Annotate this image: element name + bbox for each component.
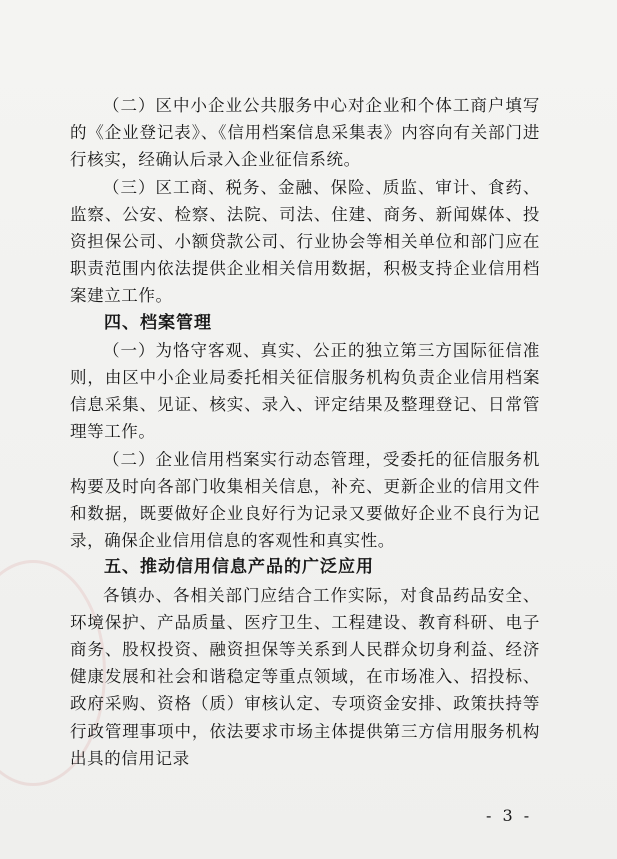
paragraph-4-2: （二）企业信用档案实行动态管理，受委托的征信服务机构要及时向各部门收集相关信息，补充、更新企业的信用文件和数据，既要做好企业良好行为记录又要做好企业不良行为记录，确保企业信用信息的客观性和真实性。 (70, 449, 540, 551)
page-number: - 3 - (486, 806, 533, 825)
paragraph-2-2: （二）区中小企业公共服务中心对企业和个体工商户填写的《企业登记表》、《信用档案信息采集表》内容向有关部门进行核实，经确认后录入企业征信系统。 (70, 96, 540, 170)
document-body (70, 92, 540, 772)
paragraph-4-1: （一）为恪守客观、真实、公正的独立第三方国际征信准则，由区中小企业局委托相关征信服务机构负责企业信用档案信息采集、见证、核实、录入、评定结果及整理登记、日常管理等工作。 (70, 340, 540, 442)
section-heading-4: 四、档案管理 (104, 312, 212, 333)
paragraph-2-3: （三）区工商、税务、金融、保险、质监、审计、食药、监察、公安、检察、法院、司法、住建、商务、新闻媒体、投资担保公司、小额贷款公司、行业协会等相关单位和部门应在职责范围内依法提供企业相关信用数据，积极支持企业信用档案建立工作。 (70, 177, 540, 306)
paragraph-5-1: 各镇办、各相关部门应结合工作实际，对食品药品安全、环境保护、产品质量、医疗卫生、工程建设、教育科研、电子商务、股权投资、融资担保等关系到人民群众切身利益、经济健康发展和社会和谐稳定等重点领域，在市场准入、招投标、政府采购、资格（质）审核认定、专项资金安排、政策扶持等行政管理事项中，依法要求市场主体提供第三方信用服务机构出具的信用记录 (70, 585, 540, 768)
section-heading-5: 五、推动信用信息产品的广泛应用 (104, 557, 374, 578)
